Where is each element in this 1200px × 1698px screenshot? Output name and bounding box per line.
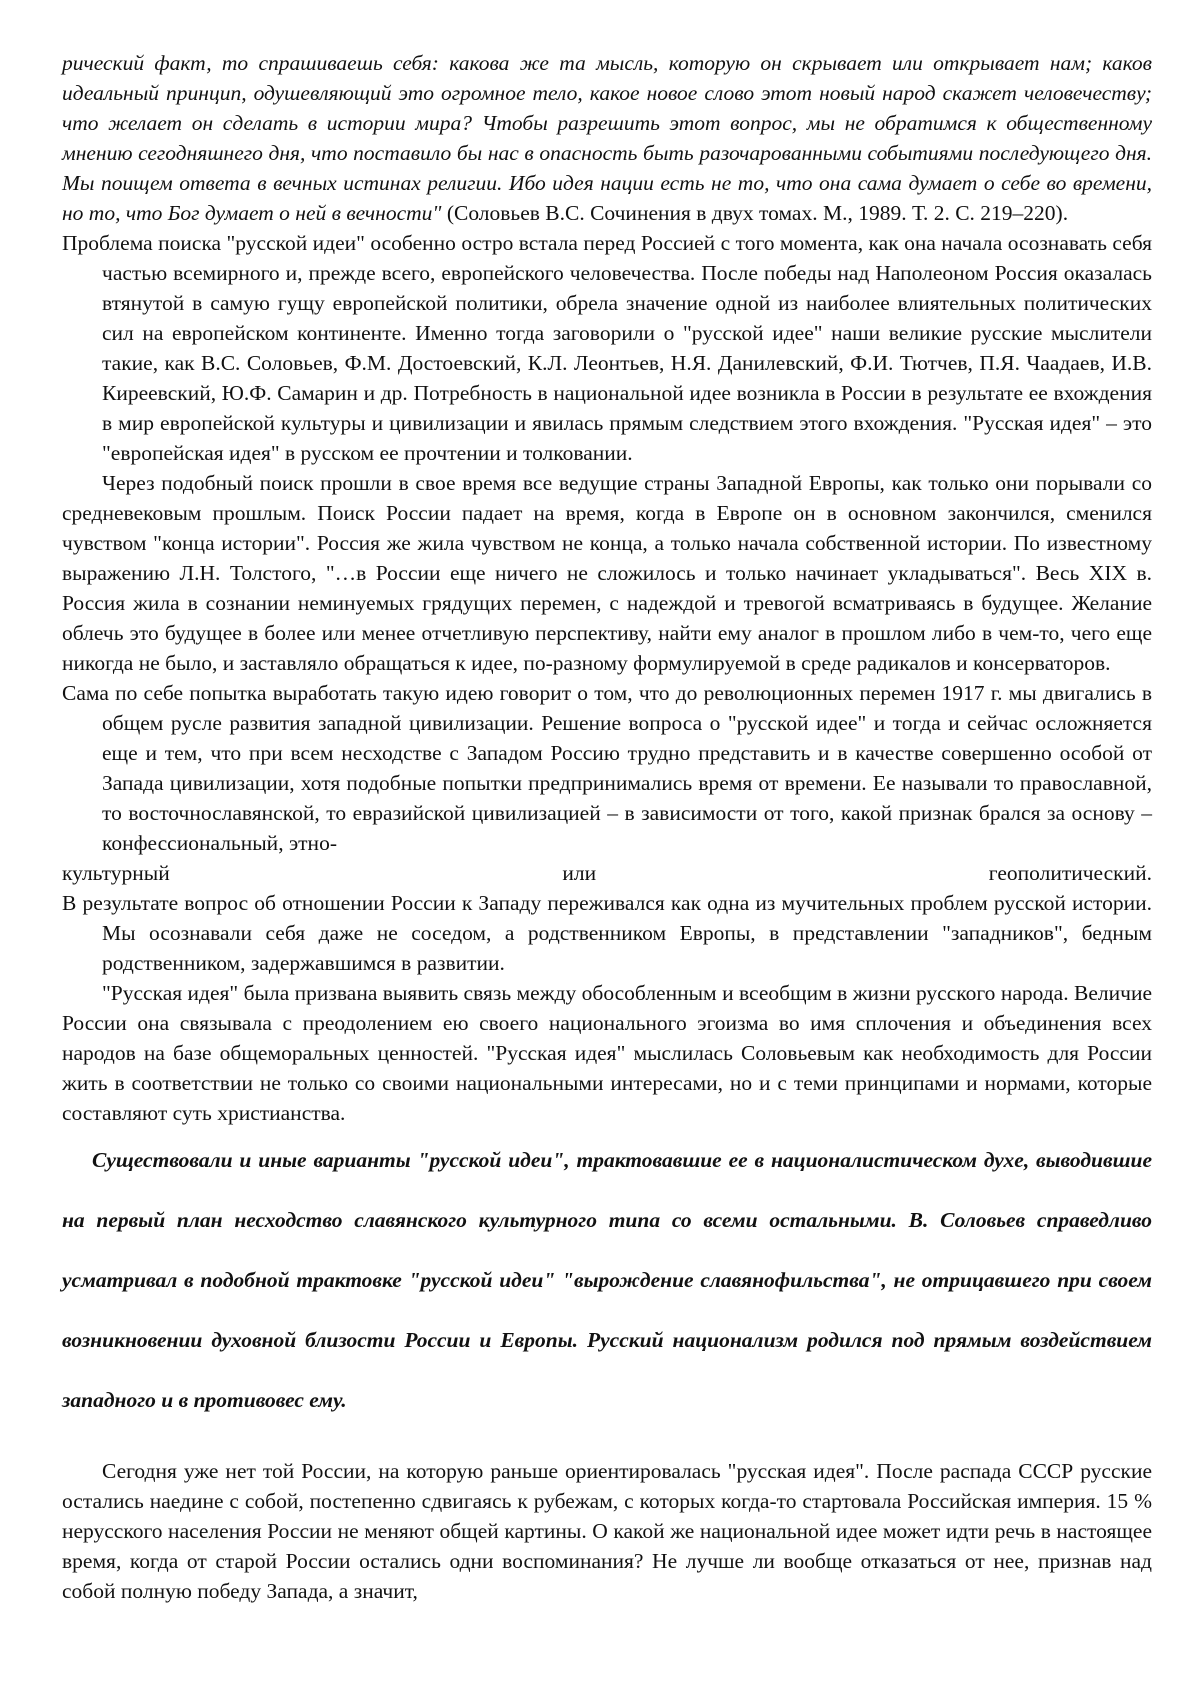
paragraph-1: Проблема поиска "русской идеи" особенно остро встала перед Россией с того момента, как она начала осознавать себя частью всемирного и, прежде всего, европейского человечества. После победы над Наполеоном Россия оказалась втянутой в самую гущу европейской политики, обрела значение одной из наиболее влиятельных политических сил на европейском континенте. Именно тогда заговорили о "русской идее" наши великие русские мыслители такие, как В.С. Соловьев, Ф.М. Достоевский, К.Л. Леонтьев, Н.Я. Данилевский, Ф.И. Тютчев, П.Я. Чаадаев, И.В. Киреевский, Ю.Ф. Самарин и др. Потребность в национальной идее возникла в России в результате ее вхождения в мир европейской культуры и цивилизации и явилась прямым следствием этого вхождения. "Русская идея" – это "европейская идея" в русском ее прочтении и толковании. xyxy=(62,231,1152,465)
quote-citation: (Соловьев В.С. Сочинения в двух томах. М., 1989. Т. 2. С. 219–220). xyxy=(441,201,1069,225)
paragraph-3-tail: культурный или геополитический. xyxy=(62,861,1152,885)
paragraph-last: Сегодня уже нет той России, на которую раньше ориентировалась "русская идея". После распада СССР русские остались наедине с собой, постепенно сдвигаясь к рубежам, с которых когда-то стартовала Российская империя. 15 % нерусского населения России не меняют общей картины. О какой же национальной идее может идти речь в настоящее время, когда от старой России остались одни воспоминания? Не лучше ли вообще отказаться от нее, признав над собой полную победу Запада, а значит, xyxy=(62,1459,1152,1603)
quote-paragraph xyxy=(62,48,1152,228)
paragraph-4: "Русская идея" была призвана выявить связь между обособленным и всеобщим в жизни русского народа. Величие России она связывала с преодолением ею своего национального эгоизма во имя сплочения и объединения всех народов на базе общеморальных ценностей. "Русская идея" мыслилась Соловьевым как необходимость для России жить в соответствии не только со своими национальными интересами, но и с теми принципами и нормами, которые составляют суть христианства. xyxy=(62,981,1152,1125)
document-page xyxy=(62,48,1152,1606)
paragraph-3b: В результате вопрос об отношении России к Западу переживался как одна из мучительных проблем русской истории. Мы осознавали себя даже не соседом, а родственником Европы, в представлении "западников", бедным родственником, задержавшимся в развитии. xyxy=(62,891,1152,975)
paragraph-2: Через подобный поиск прошли в свое время все ведущие страны Западной Европы, как только они порывали со средневековым прошлым. Поиск России падает на время, когда в Европе он в основном закончился, сменился чувством "конца истории". Россия же жила чувством не конца, а только начала собственной истории. По известному выражению Л.Н. Толстого, "…в России еще ничего не сложилось и только начинает укладываться". Весь XIX в. Россия жила в сознании неминуемых грядущих перемен, с надеждой и тревогой всматриваясь в будущее. Желание облечь это будущее в более или менее отчетливую перспективу, найти ему аналог в прошлом либо в чем-то, чего еще никогда не было, и заставляло обращаться к идее, по-разному формулируемой в среде радикалов и консерваторов. xyxy=(62,471,1152,675)
quote-text: рический факт, то спрашиваешь себя: какова же та мысль, которую он скрывает или открывает нам; каков идеальный принцип, одушевляющий это огромное тело, какое новое слово этот новый народ скажет человечеству; что желает он сделать в истории мира? Чтобы разрешить этот вопрос, мы не обратимся к общественному мнению сегодняшнего дня, что поставило бы нас в опасность быть разочарованными событиями последующего дня. Мы поищем ответа в вечных истинах религии. Ибо идея нации есть не то, что она сама думает о себе во времени, но то, что Бог думает о ней в вечности" xyxy=(62,51,1152,225)
paragraph-bold: Существовали и иные варианты "русской идеи", трактовавшие ее в националистическом духе, выводившие на первый план несходство славянского культурного типа со всеми остальными. В. Соловьев справедливо усматривал в подобной трактовке "русской идеи" "вырождение славянофильства", не отрицавшего при своем возникновении духовной близости России и Европы. Русский национализм родился под прямым воздействием западного и в противовес ему. xyxy=(62,1148,1152,1412)
paragraph-3-text: Сама по себе попытка выработать такую идею говорит о том, что до революционных перемен 1917 г. мы двигались в общем русле развития западной цивилизации. Решение вопроса о "русской идее" и тогда и сейчас осложняется еще и тем, что при всем несходстве с Западом Россию трудно представить и в качестве совершенно особой от Запада цивилизации, хотя подобные попытки предпринимались время от времени. Ее называли то православной, то восточнославянской, то евразийской цивилизацией – в зависимости от того, какой признак брался за основу – конфессиональный, этно- xyxy=(62,681,1152,855)
paragraph-3 xyxy=(62,678,1152,978)
